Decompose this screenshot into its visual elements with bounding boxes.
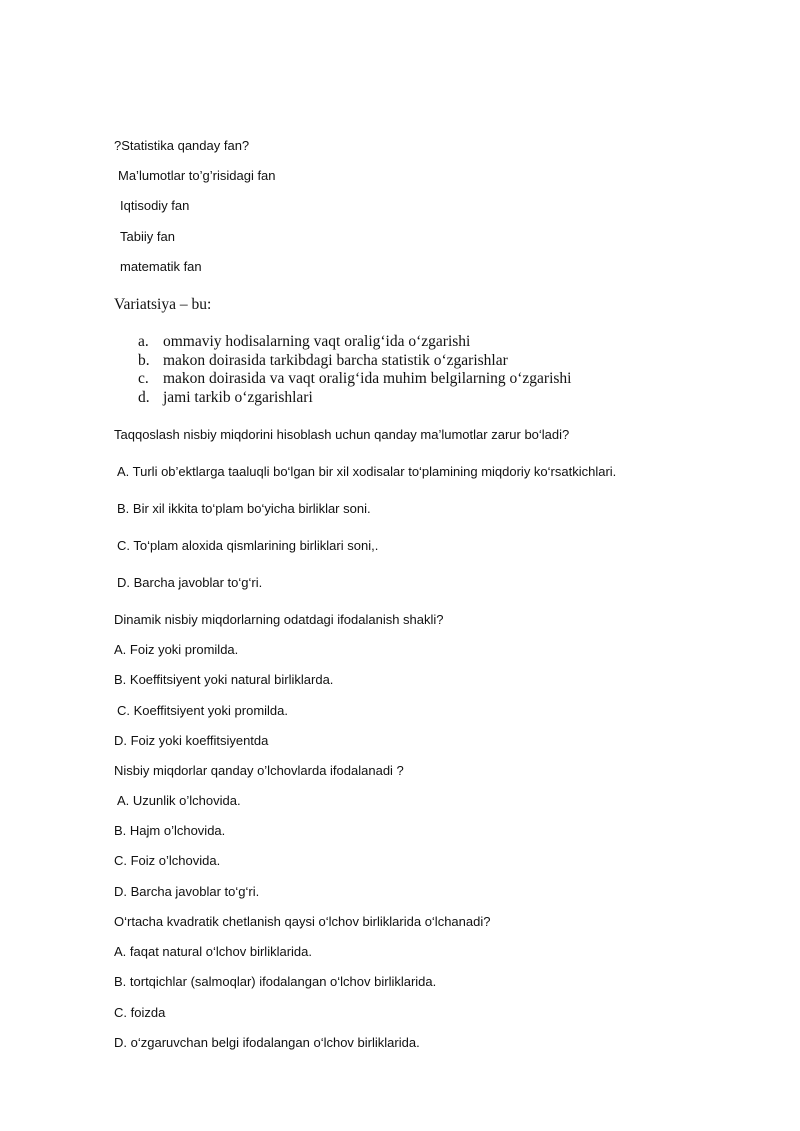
- option-text: makon doirasida tarkibdagi barcha statistik o‘zgarishlar: [163, 351, 508, 369]
- option-text: ommaviy hodisalarning vaqt oralig‘ida o‘zgarishi: [163, 333, 471, 350]
- question-6-option-d: D. o‘zgaruvchan belgi ifodalangan o‘lchov birliklarida.: [114, 1035, 420, 1050]
- question-4: Dinamik nisbiy miqdorlarning odatdagi ifodalanish shakli?: [114, 612, 444, 627]
- question-3-option-d: D. Barcha javoblar to‘g‘ri.: [117, 575, 263, 590]
- question-4-option-b: B. Koeffitsiyent yoki natural birliklarda.: [114, 672, 334, 687]
- question-5-option-d: D. Barcha javoblar to‘g‘ri.: [114, 884, 260, 899]
- question-5: Nisbiy miqdorlar qanday o’lchovlarda ifodalanadi ?: [114, 763, 404, 778]
- question-6-option-c: C. foizda: [114, 1005, 166, 1020]
- question-6-option-b: B. tortqichlar (salmoqlar) ifodalangan o‘lchov birliklarida.: [114, 974, 437, 989]
- question-1-option-2: Iqtisodiy fan: [120, 198, 190, 213]
- question-3-option-b: B. Bir xil ikkita to‘plam bo‘yicha birliklar soni.: [117, 501, 371, 516]
- list-marker: a.: [138, 333, 149, 350]
- question-2-option-c: [138, 370, 572, 389]
- question-2-options: [138, 333, 572, 407]
- list-marker: c.: [138, 370, 149, 388]
- question-6: O‘rtacha kvadratik chetlanish qaysi o‘lchov birliklarida o‘lchanadi?: [114, 914, 491, 929]
- question-2: Variatsiya – bu:: [114, 296, 212, 313]
- question-2-option-b: [138, 352, 572, 371]
- question-1: ?Statistika qanday fan?: [114, 138, 250, 153]
- question-4-option-c: C. Koeffitsiyent yoki promilda.: [117, 703, 288, 718]
- question-3-option-c: C. To‘plam aloxida qismlarining birliklari soni,.: [117, 538, 379, 553]
- list-marker: b.: [138, 351, 150, 369]
- question-5-option-c: C. Foiz o’lchovida.: [114, 853, 221, 868]
- question-5-option-b: B. Hajm o’lchovida.: [114, 823, 226, 838]
- question-4-option-a: A. Foiz yoki promilda.: [114, 642, 239, 657]
- question-2-option-a: [138, 333, 572, 352]
- option-text: jami tarkib o‘zgarishlari: [163, 388, 313, 406]
- option-text: makon doirasida va vaqt oralig‘ida muhim belgilarning o‘zgarishi: [163, 370, 572, 388]
- question-4-option-d: D. Foiz yoki koeffitsiyentda: [114, 733, 269, 748]
- question-3-option-a: A. Turli ob’ektlarga taaluqli bo‘lgan bir xil xodisalar to‘plamining miqdoriy ko‘rsatkichlari.: [117, 464, 617, 479]
- question-1-option-1: Ma’lumotlar to’g’risidagi fan: [118, 168, 276, 183]
- list-marker: d.: [138, 388, 150, 406]
- question-1-option-4: matematik fan: [120, 259, 202, 274]
- question-5-option-a: A. Uzunlik o’lchovida.: [117, 793, 241, 808]
- question-2-option-d: [138, 389, 572, 408]
- question-6-option-a: A. faqat natural o‘lchov birliklarida.: [114, 944, 312, 959]
- question-3: Taqqoslash nisbiy miqdorini hisoblash uchun qanday ma’lumotlar zarur bo‘ladi?: [114, 427, 570, 442]
- question-1-option-3: Tabiiy fan: [120, 229, 175, 244]
